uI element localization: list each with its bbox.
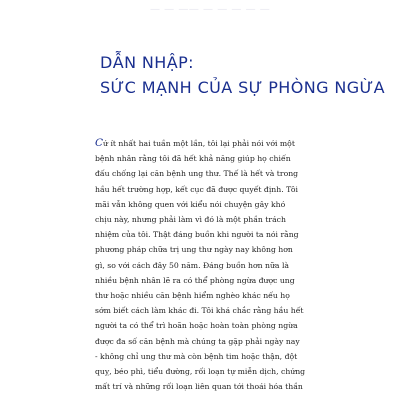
- paragraph-line: phương pháp chữa trị ung thư ngày nay không hơn: [95, 245, 293, 255]
- paragraph-line: mất trí và những rối loạn liên quan tới thoái hóa thần: [95, 382, 303, 392]
- paragraph-line: hầu hết trường hợp, kết cục đã được quyết định. Tôi: [95, 184, 299, 194]
- paragraph-line: được đa số căn bệnh mà chúng ta gặp phải ngày nay: [95, 336, 300, 346]
- paragraph-line: mãi vẫn không quen với kiểu nói chuyện gây khó: [95, 199, 286, 209]
- paragraph-line: thư hoặc nhiều căn bệnh hiểm nghèo khác nếu họ: [95, 291, 290, 301]
- bleed-through-text: — — —— — — — — —: [150, 4, 271, 15]
- paragraph-line: gì, so với cách đây 50 năm. Đáng buồn hơn nữa là: [95, 260, 289, 270]
- drop-cap: C: [95, 137, 104, 149]
- paragraph-line: - không chỉ ung thư mà còn bệnh tim hoặc thận, đột: [95, 351, 298, 361]
- paragraph-line: đấu chống lại căn bệnh ung thư. Thế là hết và trong: [95, 169, 299, 179]
- paragraph-line: sớm biết cách làm khác đi. Tôi khá chắc rằng hầu hết: [95, 306, 304, 316]
- paragraph-line: bệnh nhân rằng tôi đã hết khả năng giúp họ chiến: [95, 154, 291, 164]
- paragraph-line: chịu này, nhưng phải làm vì đó là một phần trách: [95, 215, 286, 225]
- chapter-heading: [100, 50, 386, 100]
- paragraph-line: nhiệm của tôi. Thật đáng buồn khi người ta nói rằng: [95, 230, 299, 240]
- paragraph-line: người ta có thể trì hoãn hoặc hoàn toàn phòng ngừa: [95, 321, 298, 331]
- paragraph-line: nhiều bệnh nhân lẽ ra có thể phòng ngừa được ung: [95, 275, 295, 285]
- chapter-heading-line-1: DẪN NHẬP:: [100, 53, 194, 72]
- paragraph-line: [95, 136, 317, 151]
- chapter-heading-line-2: SỨC MẠNH CỦA SỰ PHÒNG NGỪA: [100, 78, 386, 97]
- paragraph-line: quỵ, béo phì, tiểu đường, rối loạn tự miễn dịch, chứng: [95, 367, 306, 377]
- body-paragraph: [95, 136, 317, 394]
- paragraph-line-text: ứ ít nhất hai tuần một lần, tôi lại phải nói với một: [103, 139, 295, 148]
